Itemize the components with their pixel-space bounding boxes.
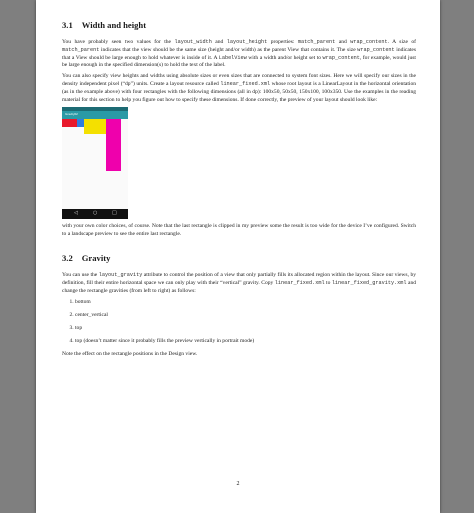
text-run: and [211,39,227,45]
code-term: wrap_content [350,39,388,45]
preview-rectangle [77,119,84,126]
text-run: with your own color choices, of course. Note that the last rectangle is clipped in my preview some the result is too wide for the device I’ve configured. Switch to a landscape preview to see the entire last rectangle. [62,223,416,238]
text-run: whose root layout is a LinearLayout in the horizontal orientation (as in the example above) with four rectangles with the following dimensions (all in dp): 100x50, 50x50, 150x100, 100x350. Use the examples in the reading material for this section to help you figure out how to specify these dimensions. If done correctly, the preview of your layout should look like: [62,80,416,103]
code-term: match_parent [62,46,100,53]
section-number: 3.2 [62,252,73,263]
list-item: 3. top [75,325,416,333]
paragraph-sizes-intro [62,39,416,70]
code-term: linear_fixed_gravity.xml [331,279,407,286]
text-run: , for example, would just be large enough in the specified dimension(s) to hold the text of the label. [62,54,416,69]
text-run: and change the rectangle gravities (from left to right) as follows: [62,279,416,294]
section-heading-width-height [62,20,416,31]
text-run: Note the effect on the rectangle positions in the Design view. [62,350,198,357]
code-term: wrap_content [322,54,360,61]
text-run: . A size of [387,39,416,45]
text-run: You can also specify view heights and widths using absolute sizes or even sizes that are connected to system font sizes. Here we will specify our sizes in the density independent pixel (“dp”) units. Create a layout resource called [62,73,416,87]
back-icon: ◁ [74,210,78,217]
code-term: layout_gravity [98,271,143,278]
phone-preview-image [62,107,128,219]
text-run: You can use the [62,271,99,278]
code-term: linear_fixed.xml [220,80,271,87]
text-run: indicates that the view should be the same size (height and/or width) as the parent View that contains it. The size [99,46,358,53]
paragraph-design-view [62,351,416,359]
document-page [36,0,440,513]
paragraph-color-note [62,223,416,239]
section-number: 3.1 [62,20,73,30]
code-term: linear_fixed.xml [274,279,325,286]
recent-apps-icon: □ [112,210,117,217]
home-icon: ○ [93,210,98,217]
preview-rectangle [62,119,77,126]
text-run: You have probably seen two values for the [62,39,175,45]
section-title: Width and height [81,20,147,30]
gravity-list [62,299,416,345]
list-item: 1. bottom [75,299,416,307]
list-item: 2. center_vertical [75,312,416,320]
text-run: and [335,39,351,45]
code-term: wrap_content [357,46,395,53]
page-number: 2 [236,481,240,487]
text-run: indicates that a View should be large enough to hold whatever is inside of it. A [62,46,417,61]
app-name: Gravity02 [65,111,78,116]
paragraph-gravity-intro [62,272,416,295]
text-run: to [324,279,332,286]
text-run: properties: [267,39,298,45]
section-title: Gravity [81,252,111,263]
code-term: layout_width [174,39,212,45]
preview-rectangle [106,119,121,171]
preview-rectangle [84,119,106,134]
section-heading-gravity [62,253,416,264]
text-run: with a width and/or height set to [246,54,323,61]
code-term: layout_height [226,39,268,45]
list-item: 4. top (doesn’t matter since it probably fills the preview vertically in portrait mode) [75,338,416,346]
page-content [62,20,416,361]
code-term: LabelView [218,54,247,61]
code-term: match_parent [297,39,336,45]
paragraph-fixed-layout [62,73,416,104]
preview-screen [62,119,128,209]
text-run: attribute to control the position of a view that only partially fills its allocated region within the layout. Since our views, by definition, fill their entire horizontal space we can only play with their “vertical” gravity. Copy [62,271,416,286]
